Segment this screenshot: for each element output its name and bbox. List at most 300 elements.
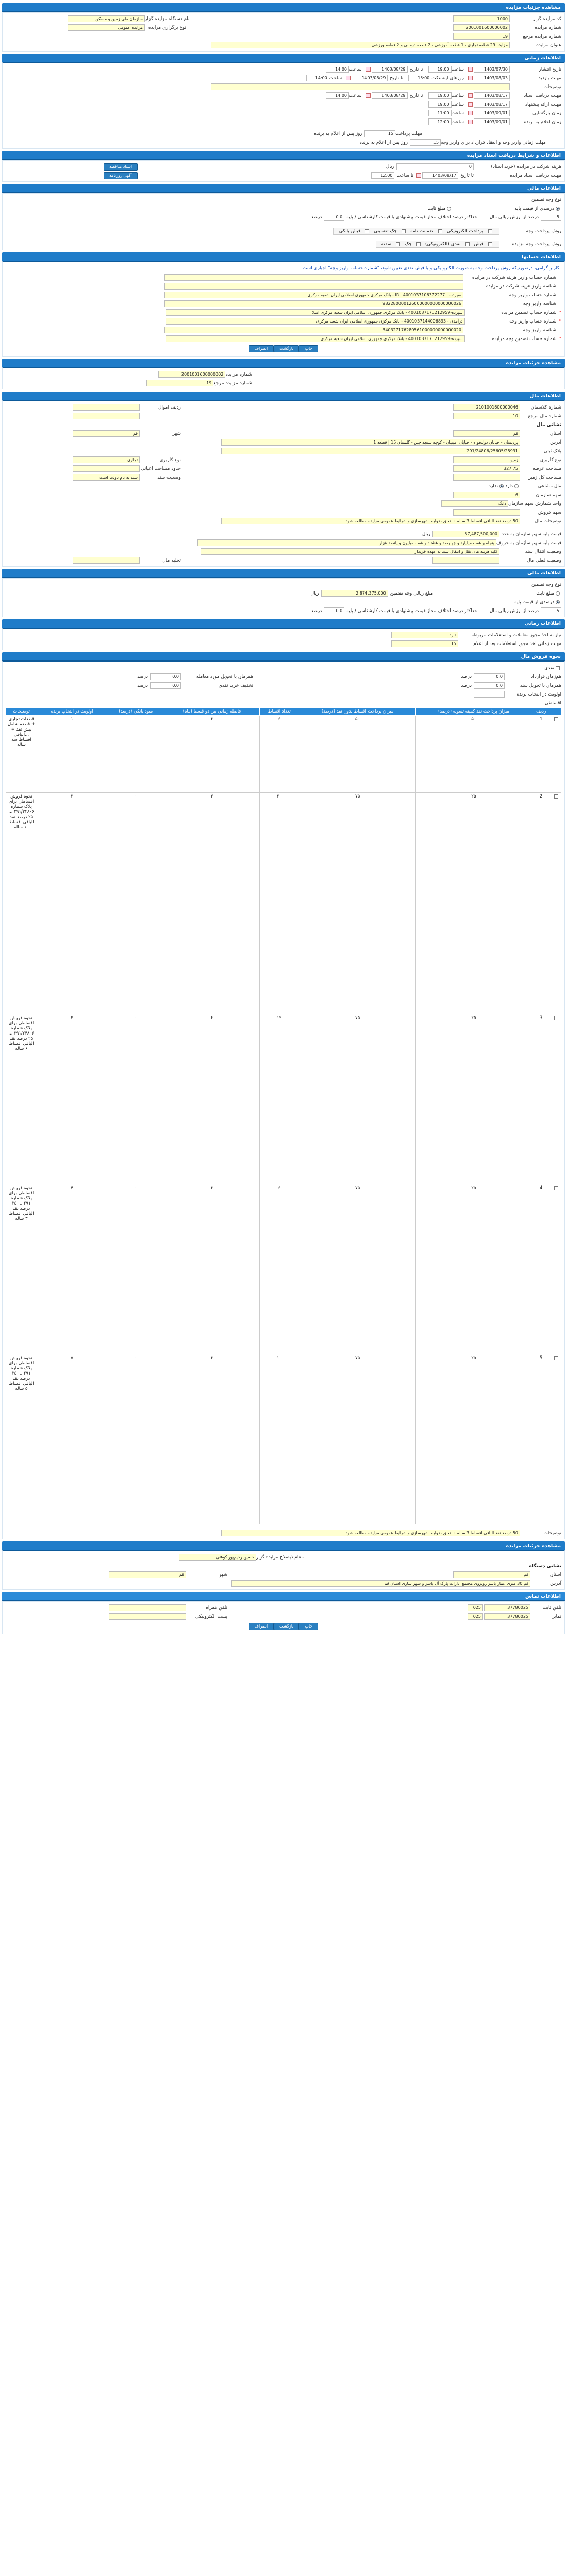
pay-deadline-suffix: روز پس از اعلام به برنده (314, 131, 362, 137)
print-button-bottom[interactable]: چاپ (299, 1623, 318, 1630)
acc3-value: سپرده-...IR...4001037106372277 - بانک مرکزی جمهوری اسلامی ایران شعبه مرکزی (164, 292, 463, 298)
disc-unit: درصد (137, 683, 148, 688)
col-select (551, 708, 561, 716)
percent-value: 5 (541, 214, 561, 221)
permit-days-value: 15 (391, 640, 458, 647)
type-value: مزایده عمومی (68, 24, 145, 31)
col-row: ردیف (531, 708, 551, 716)
cell-d: ۶ (164, 1014, 259, 1184)
calendar-icon[interactable] (366, 67, 371, 72)
priority-value (474, 691, 505, 698)
cell-d: ۶ (164, 1184, 259, 1354)
visit-label: مهلت بازدید (538, 75, 561, 81)
row-value (73, 404, 140, 411)
table-row (6, 1014, 561, 1184)
receipt-checkbox[interactable] (365, 229, 369, 233)
financial2-section (2, 578, 565, 617)
fax-value: 37780025 (484, 1613, 530, 1620)
current-status-label: وضعیت فعلی مال (527, 557, 561, 563)
cell-b: ۷۵ (299, 1354, 416, 1524)
tel-prefix: 025 (468, 1604, 483, 1611)
permit-value: دارد (391, 632, 458, 638)
dis-label: همزمان با تحویل سند (520, 683, 561, 688)
cell-c: ۶ (259, 1184, 299, 1354)
base-words-label: قیمت پایه سهم سازمان به حروف (496, 540, 561, 546)
org-name-label: نام دستگاه مزایده گزار (145, 16, 190, 22)
sale-note-value: 50 درصد نقد الباقی اقساط 3 ساله + تعلق ضوابط شهرسازی و شرایط عمومی مزایده مطالعه شود (221, 1530, 520, 1536)
docs-time: 19:00 (428, 92, 452, 99)
section-header-accounts: اطلاعات حسابها (2, 252, 565, 262)
cell-g: نحوه فروش اقساطی برای پلاک شماره ۲۹۱ ... ۲۵ درصد نقد الباقی اقساط ۳ ساله (6, 1184, 37, 1354)
cell-f: ۱ (37, 716, 107, 793)
usage-type-value: زمین (453, 456, 520, 463)
total-area-label: مساحت کل زمین (527, 474, 561, 480)
bound-value (73, 465, 140, 472)
cell-g: نحوه فروش اقساطی برای پلاک شماره ۲۹۱/۲۴۸۰۶ ... ۲۵ درصد نقد الباقی اقساط ۶ ساله (6, 1014, 37, 1184)
item-desc-value: 50 درصد نقد الباقی اقساط 3 ساله + تعلق ضوابط شهرسازی و شرایط عمومی مزایده مطالعه شود (221, 518, 520, 524)
org-province-label: استان (549, 1572, 561, 1578)
acc4-value: 982280000126000000000000000026 (164, 300, 463, 307)
auction-detail-section (2, 12, 565, 52)
visit-to-time: 14:00 (306, 75, 329, 81)
announce-date: 1403/09/01 (474, 118, 510, 125)
shared-yes-radio[interactable] (514, 484, 519, 488)
calendar-icon[interactable] (468, 76, 473, 80)
max-diff2-value: 0.0 (324, 607, 344, 614)
col-interest: سود بانکی (درصد) (107, 708, 164, 716)
section-header-conditions: اطلاعات و شرایط دریافت اسناد مزایده (2, 151, 565, 160)
share-value: 6 (453, 492, 520, 498)
base-price-value: 57,487,500,000 (432, 531, 499, 537)
publish-to-time: 14:00 (326, 66, 349, 73)
fax-label: نمابر (552, 1614, 561, 1619)
row-checkbox[interactable] (554, 1016, 558, 1020)
offer-date: 1403/08/17 (474, 101, 510, 108)
percent-radio[interactable] (556, 207, 560, 211)
cell-r: 2 (531, 793, 551, 1014)
docs-to-time: 14:00 (326, 92, 349, 99)
acc1-label: شماره حساب واریز هزینه شرکت در مزایده (472, 275, 556, 280)
fish-checkbox[interactable] (488, 242, 492, 246)
dis-value: 0.0 (474, 682, 505, 689)
transfer-label: وضعیت انتقال سند (525, 549, 561, 554)
acc2-value (164, 283, 463, 290)
area-label: مساحت عرصه (532, 466, 561, 471)
col-inst-pct: میزان پرداخت اقساط بدون نقد (درصد) (299, 708, 416, 716)
to-date-label: تا تاریخ (390, 75, 404, 81)
acc4-label: شناسه واریز وجه (523, 301, 556, 307)
calendar-icon[interactable] (416, 173, 421, 178)
plak-label: پلاک ثبتی (543, 448, 561, 454)
section-header-time2: اطلاعات زمانی (2, 619, 565, 629)
cell-e: ۰ (107, 1184, 164, 1354)
item-code-value: 10 (453, 413, 520, 419)
item-section (2, 401, 565, 567)
fee-label: هزینه شرکت در مزایده (خرید اسناد) (491, 164, 561, 170)
installment-label: اقساطی (544, 700, 561, 706)
announce-label: زمان اعلام به برنده (524, 119, 561, 125)
row-select[interactable] (551, 1014, 561, 1184)
cash-label: نقدی (الکترونیکی) (425, 241, 461, 247)
number-value: 2001001600000002 (453, 24, 510, 31)
offer-time: 19:00 (428, 101, 452, 108)
percent2-radio[interactable] (556, 600, 560, 604)
pay-deadline-value: 15 (364, 130, 395, 137)
base-price-label: قیمت پایه سهم سازمان به عدد (502, 531, 561, 537)
permit-days-label: مهلت زمانی اخذ مجوز استعلامات بعد از اعلام (473, 641, 561, 647)
d2-ref-label: شماره مزایده مرجع (213, 380, 252, 386)
tel-value: 37780025 (484, 1604, 530, 1611)
contract-deadline-suffix: روز پس از اعلام به برنده (359, 140, 408, 145)
row-select[interactable] (551, 716, 561, 793)
cash-checkbox[interactable] (465, 242, 470, 246)
row-checkbox[interactable] (554, 717, 558, 721)
acc8-value: سپرده-4001037171212959 - بانک مرکزی جمهوری اسلامی ایران شعبه مرکزی (166, 335, 465, 342)
calendar-icon[interactable] (468, 111, 473, 115)
d2-number-value: 2001001600000002 (158, 371, 225, 378)
pay-deadline-label: مهلت پرداخت (395, 131, 422, 137)
safte-label: سفته (381, 241, 392, 247)
cell-d: ۶ (164, 1354, 259, 1524)
guarantee-checkbox[interactable] (438, 229, 442, 233)
contract-deadline-label: مهلت زمانی واریز وجه و انعقاد قرارداد برای واریز وجه (441, 140, 546, 145)
cheque-label: چک تضمینی (374, 228, 397, 234)
acc6-value: درآمدی - 4001037144006893 - بانک مرکزی جمهوری اسلامی ایران شعبه مرکزی (166, 318, 465, 325)
conditions-section: هزینه شرکت در مزایده (خرید اسناد) 0 ریال اسناد مناقصه مهلت دریافت اسناد مزایده تا تاریخ 1403/08/17 تا ساعت 12:00 آگهی روزنامه (2, 160, 565, 182)
docs-deadline-date: 1403/08/17 (422, 172, 458, 179)
safte-checkbox[interactable] (396, 242, 400, 246)
shared-yes-label: دارد (505, 483, 513, 489)
email-value (109, 1613, 186, 1620)
ref-label: شماره مزایده مرجع (523, 33, 561, 39)
down-value: 0.0 (474, 673, 505, 680)
fixed-radio[interactable] (447, 207, 451, 211)
cell-c: ۶ (259, 716, 299, 793)
installment-table (6, 707, 561, 1524)
publish-label: تاریخ انتشار (539, 66, 561, 72)
section-header-financial: اطلاعات مالی (2, 184, 565, 193)
percent2-value: 5 (541, 607, 561, 614)
cell-e: ۰ (107, 1354, 164, 1524)
acc2-label: شناسه واریز هزینه شرکت در مزایده (486, 283, 556, 289)
plak-value: 291/24806/25605/25991 (221, 448, 520, 454)
to-date-label: تا تاریخ (409, 66, 423, 72)
usage-type-label: نوع کاربری (540, 457, 561, 463)
calendar-icon[interactable] (468, 120, 473, 124)
col-cash-pct: میزان پرداخت نقد کمیته تسویه (درصد) (416, 708, 531, 716)
row-checkbox[interactable] (554, 1356, 558, 1360)
d2-number-label: شماره مزایده (225, 371, 252, 377)
cell-d: ۳ (164, 793, 259, 1014)
fax-prefix: 025 (468, 1613, 483, 1620)
org-section (2, 1551, 565, 1590)
cell-r: 4 (531, 1184, 551, 1354)
docs-deadline-label: مهلت دریافت اسناد مزایده (510, 173, 561, 178)
cell-e: ۰ (107, 716, 164, 793)
acc5-label: شماره حساب تضمین مزایده (501, 310, 557, 315)
cell-e: ۰ (107, 1014, 164, 1184)
mobile-value (109, 1604, 186, 1611)
area-value: 327.75 (453, 465, 520, 472)
address-heading: نشانی مال (536, 422, 561, 428)
acc3-label: شماره حساب واریز وجه (509, 292, 556, 298)
table-row (6, 716, 561, 793)
description-input (211, 83, 510, 90)
org-address-label: آدرس (550, 1581, 561, 1586)
publish-to-date: 1403/08/29 (372, 66, 408, 73)
receipt-label: فیش بانکی (339, 228, 361, 234)
section-header-time: اطلاعات زمانی (2, 54, 565, 63)
max-diff-value: 0.0 (324, 214, 344, 221)
acc8-label: شماره حساب تضمین وجه مزایده (492, 336, 557, 342)
province-value: قم (453, 430, 520, 437)
dis-unit: درصد (461, 683, 472, 688)
section-header-detail: مشاهده جزئیات مزایده (2, 3, 565, 12)
tel-label: تلفن ثابت (542, 1605, 561, 1611)
percent2-label: درصدی از قیمت پایه (514, 599, 554, 605)
cancel-button[interactable]: انصراف (249, 345, 274, 352)
contact-section (2, 1601, 565, 1634)
cheque2-label: چک (405, 241, 412, 247)
base-words-value: پنجاه و هفت میلیارد و چهارصد و هشتاد و هفت میلیون و پانصد هزار (197, 539, 496, 546)
sale-share-value (453, 509, 520, 516)
visit-day-label: روزهای اینستکت (431, 75, 464, 81)
print-button[interactable]: چاپ (299, 345, 318, 352)
cell-d: ۶ (164, 716, 259, 793)
cell-b: ۵۰ (299, 716, 416, 793)
col-interval: فاصله زمانی بین دو قسط (ماه) (164, 708, 259, 716)
org-city-label: شهر (219, 1572, 227, 1578)
evacuation-value (73, 557, 140, 564)
cheque2-checkbox[interactable] (416, 242, 421, 246)
class-label: شماره کلاسمان (530, 404, 561, 410)
newspaper-ad-button[interactable]: آگهی روزنامه (104, 172, 138, 179)
col-desc: توضیحات (6, 708, 37, 716)
percent-label: درصدی از قیمت پایه (514, 206, 554, 211)
shared-no-radio[interactable] (499, 484, 504, 488)
mobile-label: تلفن همراه (206, 1605, 227, 1611)
back-button-bottom[interactable]: بازگشت (274, 1623, 299, 1630)
col-unit: درصد (137, 674, 148, 680)
org-address-heading: نشانی دستگاه (529, 1563, 561, 1569)
sale-share-label: سهم فروش (538, 510, 561, 515)
cell-a: ۲۵ (416, 793, 531, 1014)
section-header-contact: اطلاعات تماس (2, 1592, 565, 1601)
row-checkbox[interactable] (554, 1186, 558, 1190)
amount-value: 2,874,375,000 (321, 590, 388, 597)
electronic-checkbox[interactable] (488, 229, 492, 233)
down-unit: درصد (461, 674, 472, 680)
tender-docs-button[interactable]: اسناد مناقصه (104, 163, 138, 171)
code-value: 1000 (453, 15, 510, 22)
calendar-icon[interactable] (468, 93, 473, 98)
guarantee-type-label: نوع وجه تضمین (531, 197, 561, 202)
shared-no-label: ندارد (489, 483, 498, 489)
detail2-section (2, 368, 565, 389)
cell-a: ۲۵ (416, 1014, 531, 1184)
number-label: شماره مزایده (535, 25, 561, 30)
section-header-item: اطلاعات مال (2, 392, 565, 401)
section-header-financial2: اطلاعات مالی (2, 569, 565, 578)
cash-sale-checkbox[interactable] (556, 666, 560, 670)
cancel-button-bottom[interactable]: انصراف (249, 1623, 274, 1630)
table-row (6, 793, 561, 1014)
amount-currency: ریال (310, 590, 319, 596)
current-status-value (432, 557, 499, 564)
row-checkbox[interactable] (554, 794, 558, 799)
org-name-value: سازمان ملی زمین و مسکن (68, 15, 145, 22)
sale-note-label: توضیحات (543, 1530, 561, 1536)
publish-date: 1403/07/30 (474, 66, 510, 73)
city-label: شهر (172, 431, 181, 436)
ref-value: 19 (453, 33, 510, 40)
row-select[interactable] (551, 1184, 561, 1354)
cell-g: نحوه فروش اقساطی برای پلاک شماره ۲۹۱/۲۴۸۰۶ ... ۲۵ درصد نقد الباقی اقساط ۱۰ ساله (6, 793, 37, 1014)
email-label: پست الکترونیکی (195, 1614, 227, 1619)
cell-f: ۵ (37, 1354, 107, 1524)
permit-label: نیاز به اخذ مجوز معاملات و استعلامات مربوطه (471, 632, 561, 638)
title-label: عنوان مزایده (536, 42, 561, 48)
item-code-label: شماره مال مرجع (528, 413, 561, 419)
cell-e: ۰ (107, 793, 164, 1014)
cell-c: ۱۰ (259, 1354, 299, 1524)
shared-label: مال مشاعی (538, 483, 561, 489)
auction-payment-methods (376, 241, 499, 248)
col-value: 0.0 (150, 673, 181, 680)
time2-section (2, 629, 565, 650)
org-province-value: قم (453, 1571, 530, 1578)
calendar-icon[interactable] (366, 93, 371, 98)
docs-to-date: 1403/08/29 (372, 92, 408, 99)
code-extra (73, 413, 140, 419)
payment-method-label: روش پرداخت وجه (526, 228, 561, 234)
fee-value: 0 (396, 163, 474, 170)
financial-section (2, 193, 565, 250)
fixed-label: مبلغ ثابت (427, 206, 446, 211)
cell-a: ۲۵ (416, 1354, 531, 1524)
transfer-value: کلیه هزینه های نقل و انتقال سند به عهده خریدار (201, 548, 499, 555)
visit-time: 15:00 (408, 75, 431, 81)
visit-date: 1403/08/03 (474, 75, 510, 81)
usage-type2-value: تجاری (73, 456, 140, 463)
docs-deadline-time: 12:00 (371, 172, 394, 179)
cell-g: نحوه فروش اقساطی برای پلاک شماره ۲۹۱ ... ۲۵ درصد نقد الباقی اقساط ۵ ساله (6, 1354, 37, 1524)
province-label: استان (549, 431, 561, 436)
item-desc-label: توضیحات مال (535, 518, 561, 524)
docs-date: 1403/08/17 (474, 92, 510, 99)
percent-suffix: درصد از ارزش ریالی مال (489, 214, 539, 220)
open-time: 11:00 (428, 110, 452, 116)
cell-f: ۲ (37, 793, 107, 1014)
cell-b: ۷۵ (299, 793, 416, 1014)
percent2-suffix: درصد از ارزش ریالی مال (489, 608, 539, 614)
guarantee-type2-label: نوع وجه تضمین (531, 582, 561, 587)
max-diff-label: حداکثر درصد اختلاف مجاز قیمت پیشنهادی با قیمت کارشناسی / پایه (346, 214, 477, 220)
table-row (6, 1184, 561, 1354)
doc-status-label: وضعیت سند (157, 474, 181, 480)
cheque-checkbox[interactable] (402, 229, 406, 233)
item-address-label: آدرس (550, 439, 561, 445)
class-value: 2101001600000046 (453, 404, 520, 411)
cell-r: 1 (531, 716, 551, 793)
cash-sale-label: نقدی (544, 665, 554, 671)
payment-method-auction-label: روش پرداخت وجه مزایده (512, 241, 561, 247)
section-header-detail2: مشاهده جزئیات مزایده (2, 359, 565, 368)
description-label: توضیحات (543, 84, 561, 90)
type-label: نوع برگزاری مزایده (148, 25, 186, 30)
announce-time: 12:00 (428, 118, 452, 125)
guarantee-label: ضمانت نامه (410, 228, 433, 234)
calendar-icon[interactable] (346, 76, 351, 80)
cell-r: 3 (531, 1014, 551, 1184)
open-label: زمان بازگشایی (532, 110, 561, 116)
usage-type2-label: نوع کاربری (159, 457, 181, 463)
col-label: همزمان با تحویل مورد معامله (196, 674, 253, 680)
fixed2-radio[interactable] (556, 591, 560, 596)
cell-c: ۲۰ (259, 793, 299, 1014)
section-header-org: مشاهده جزئیات مزایده (2, 1541, 565, 1551)
accounts-note: کاربر گرامی، درصورتیکه روش پرداخت وجه به صورت الکترونیکی و یا فیش نقدی تعیین شود، "شماره حساب واریز وجه" اجباری است. (301, 266, 559, 271)
cell-c: ۱۲ (259, 1014, 299, 1184)
open-date: 1403/09/01 (474, 110, 510, 116)
evacuation-label: تخلیه مال (162, 557, 181, 563)
to-date-label: تا تاریخ (409, 93, 423, 98)
contract-deadline-value: 15 (410, 139, 441, 146)
cell-f: ۳ (37, 1014, 107, 1184)
max-diff2-suffix: درصد (311, 608, 322, 614)
fee-currency: ریال (386, 164, 394, 170)
authority-label: مقام ذیصلاح مزایده گزار (256, 1554, 304, 1560)
back-button[interactable]: بازگشت (274, 345, 299, 352)
disc-value: 0.0 (150, 682, 181, 689)
disc-label: تخفیف خرید نقدی (218, 683, 253, 688)
share-label: سهم سازمان (536, 492, 561, 498)
row-select[interactable] (551, 1354, 561, 1524)
org-address-value: قم 30 متری عمار یاسر روبروی مجتمع ادارات پارک آل یاسر و شهر سازی استان قم (231, 1580, 530, 1587)
col-count: تعداد اقساط (259, 708, 299, 716)
fixed2-label: مبلغ ثابت (536, 590, 554, 596)
base-price-currency: ریال (422, 531, 430, 537)
d2-ref-value: 19 (146, 380, 213, 386)
priority-label: اولویت در انتخاب برنده (516, 691, 561, 697)
authority-value: حسین رحیم‌پور کوهتی (179, 1554, 256, 1561)
city-value: قم (73, 430, 140, 437)
calendar-icon[interactable] (468, 102, 473, 107)
payment-methods (333, 228, 499, 235)
max-diff-suffix: درصد (311, 214, 322, 220)
col-priority: اولویت در انتخاب برنده (37, 708, 107, 716)
visit-to-date: 1403/08/29 (352, 75, 388, 81)
title-value: مزایده 29 قطعه تجاری ، 1 قطعه آموزشی ، 2 قطعه درمانی و 2 قطعه ورزشی (211, 42, 510, 48)
down-label: هم‌زمان قرارداد (531, 674, 561, 680)
bound-label: حدود مساحت اعیانی (141, 466, 181, 471)
amount-label: مبلغ ریالی وجه تضمین (390, 590, 433, 596)
org-city-value: قم (109, 1571, 186, 1578)
row-select[interactable] (551, 793, 561, 1014)
acc5-value: سپرده-4001037171212959 - بانک مرکزی جمهوری اسلامی ایران شعبه مرکزی اسلا (166, 309, 465, 316)
publish-time: 19:00 (428, 66, 452, 73)
cell-r: 5 (531, 1354, 551, 1524)
cell-g: قطعات تجاری + قطعه شامل بیش نقد + ...الباقی اقساط سه ساله (6, 716, 37, 793)
cell-a: ۵۰ (416, 716, 531, 793)
table-row (6, 1354, 561, 1524)
electronic-label: پرداخت الکترونیکی (446, 228, 483, 234)
acc7-label: شناسه واریز وجه (523, 327, 556, 333)
cell-b: ۷۵ (299, 1014, 416, 1184)
section-header-sale: نحوه فروش مال (2, 652, 565, 662)
calendar-icon[interactable] (468, 67, 473, 72)
total-area-value (453, 474, 520, 481)
